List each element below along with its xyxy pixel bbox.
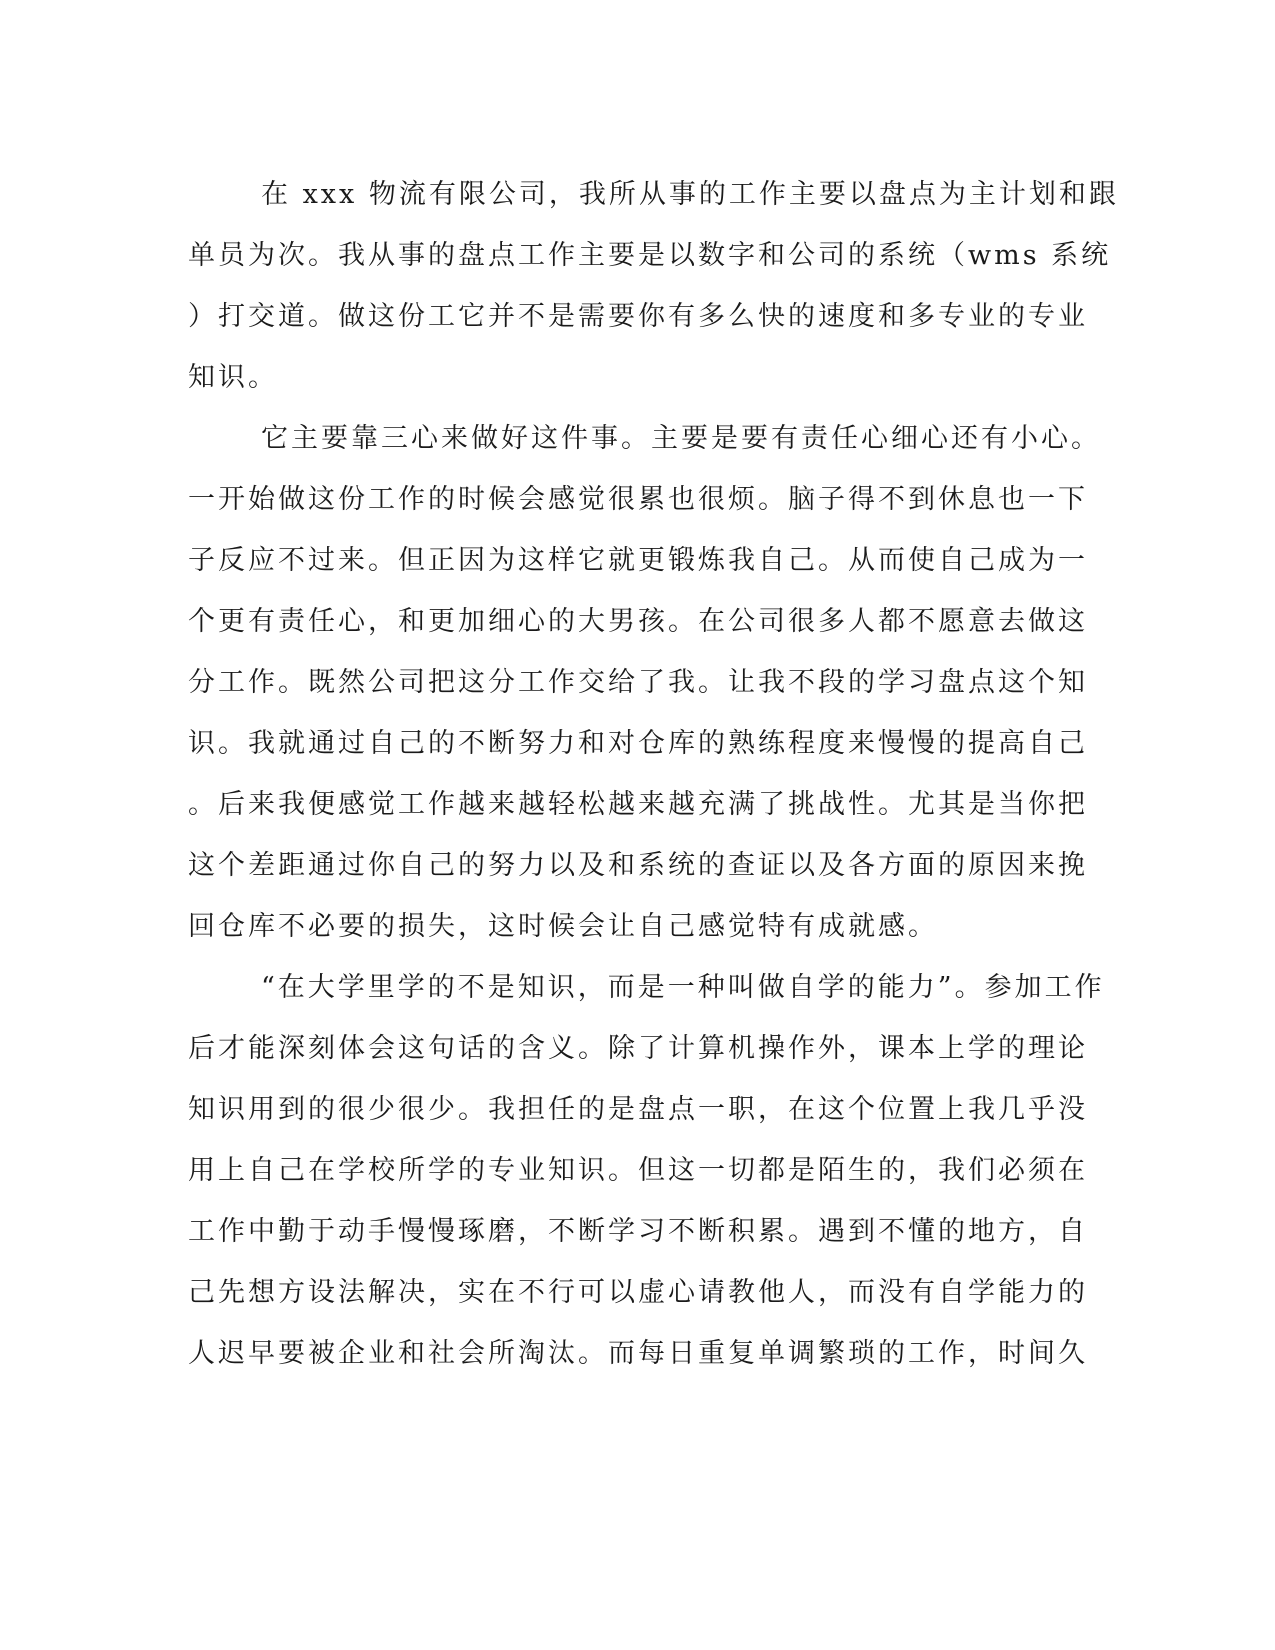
text-line: “在大学里学的不是知识，而是一种叫做自学的能力”。参加工作: [261, 972, 1105, 1003]
text-line: 分工作。既然公司把这分工作交给了我。让我不段的学习盘点这个知: [188, 667, 1088, 698]
text-line: 后才能深刻体会这句话的含义。除了计算机操作外，课本上学的理论: [188, 1033, 1088, 1064]
text-line: 人迟早要被企业和社会所淘汰。而每日重复单调繁琐的工作，时间久: [188, 1338, 1088, 1369]
text-line: 。后来我便感觉工作越来越轻松越来越充满了挑战性。尤其是当你把: [188, 789, 1088, 820]
text-line: 子反应不过来。但正因为这样它就更锻炼我自己。从而使自己成为一: [188, 545, 1088, 576]
text-line: 个更有责任心，和更加细心的大男孩。在公司很多人都不愿意去做这: [188, 606, 1088, 637]
text-line: 单员为次。我从事的盘点工作主要是以数字和公司的系统（wms 系统: [188, 240, 1112, 271]
text-line: 识。我就通过自己的不断努力和对仓库的熟练程度来慢慢的提高自己: [188, 728, 1088, 759]
paragraph-1: [188, 164, 1119, 408]
text-line: 这个差距通过你自己的努力以及和系统的查证以及各方面的原因来挽: [188, 850, 1088, 881]
text-line: 在 xxx 物流有限公司，我所从事的工作主要以盘点为主计划和跟: [261, 179, 1119, 210]
document-body: [188, 164, 1119, 1384]
text-line: 知识用到的很少很少。我担任的是盘点一职，在这个位置上我几乎没: [188, 1094, 1088, 1125]
text-line: 回仓库不必要的损失，这时候会让自己感觉特有成就感。: [188, 911, 938, 942]
paragraph-3: [188, 957, 1105, 1384]
text-line: ）打交道。做这份工它并不是需要你有多么快的速度和多专业的专业: [188, 301, 1088, 332]
text-line: 一开始做这份工作的时候会感觉很累也很烦。脑子得不到休息也一下: [188, 484, 1088, 515]
text-line: 工作中勤于动手慢慢琢磨，不断学习不断积累。遇到不懂的地方，自: [188, 1216, 1088, 1247]
paragraph-2: [188, 408, 1101, 957]
text-line: 用上自己在学校所学的专业知识。但这一切都是陌生的，我们必须在: [188, 1155, 1088, 1186]
text-line: 己先想方设法解决，实在不行可以虚心请教他人，而没有自学能力的: [188, 1277, 1088, 1308]
text-line: 知识。: [188, 362, 278, 393]
text-line: 它主要靠三心来做好这件事。主要是要有责任心细心还有小心。: [261, 423, 1101, 454]
